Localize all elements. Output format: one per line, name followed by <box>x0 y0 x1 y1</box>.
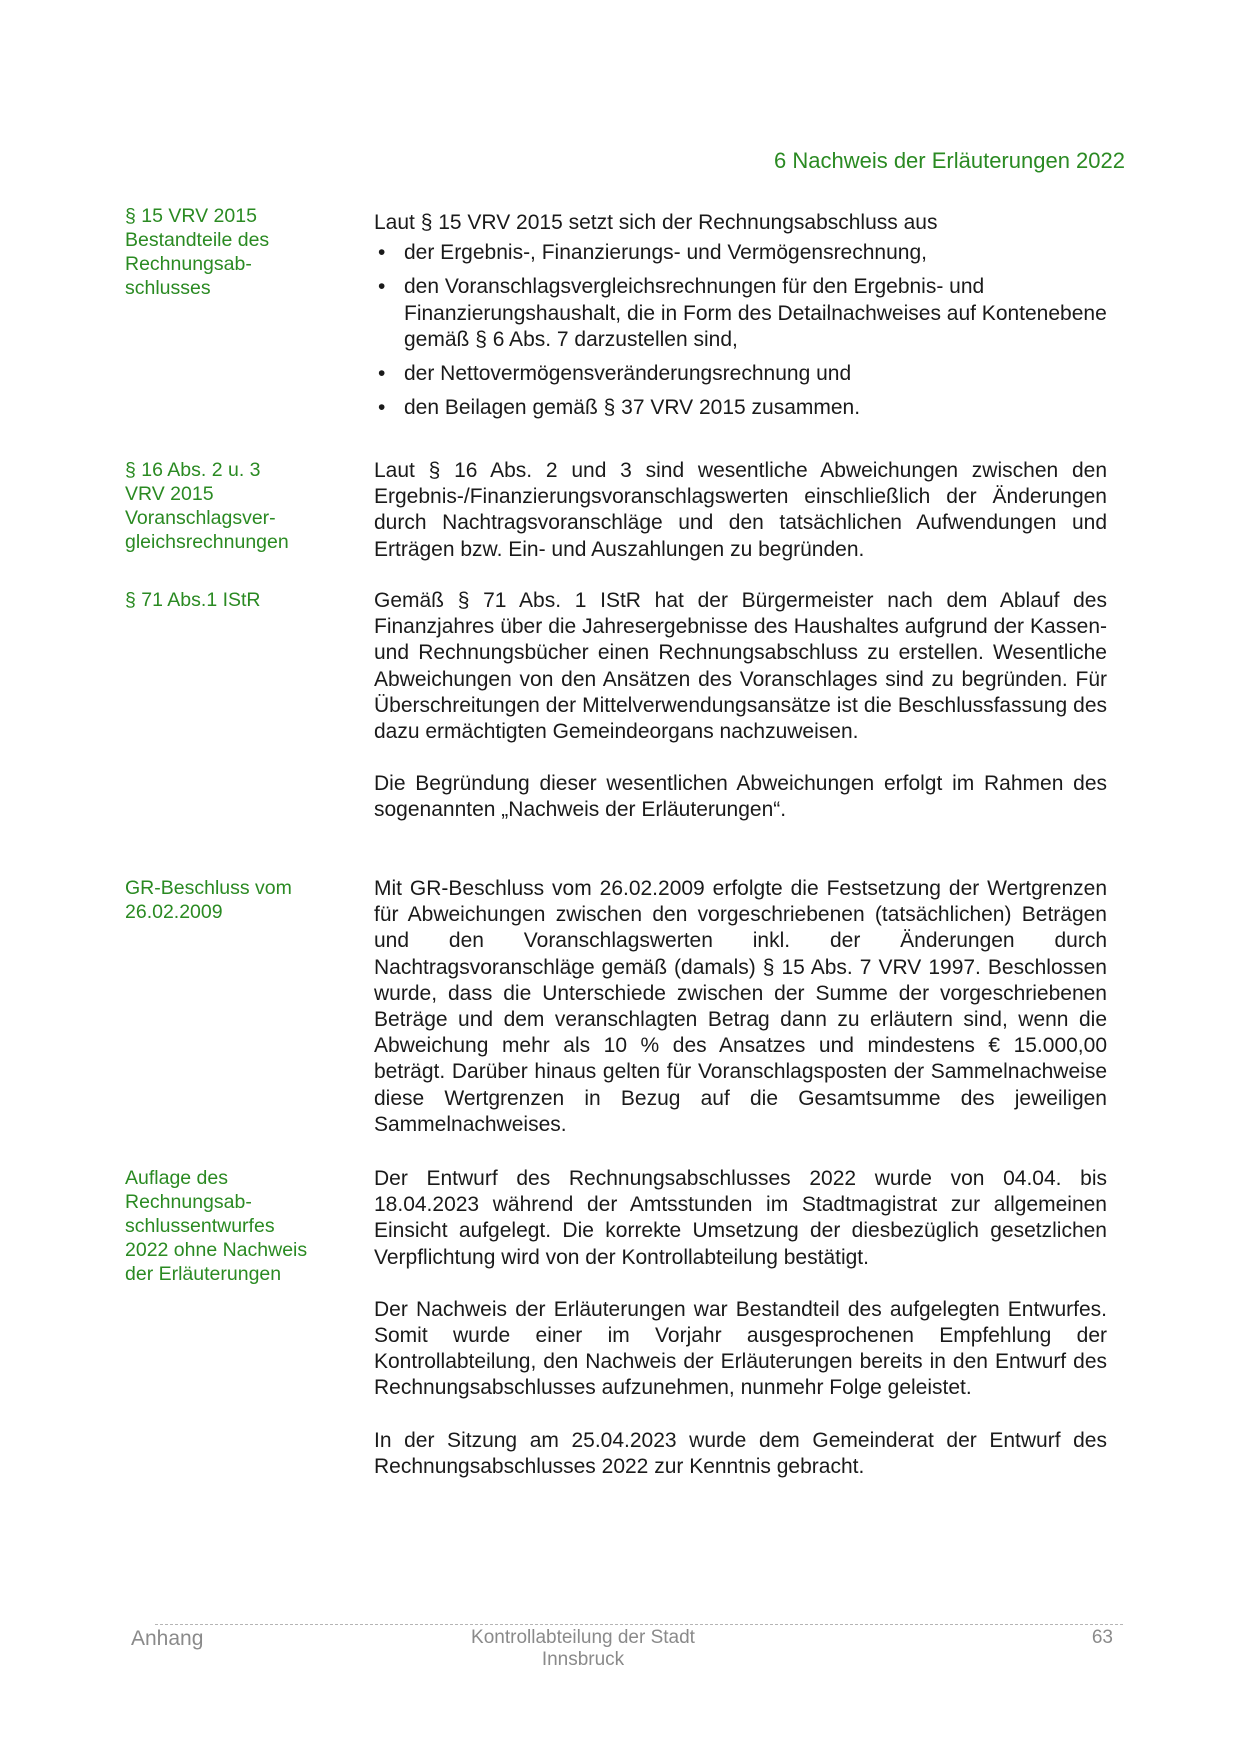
section-bestandteile <box>374 210 1107 429</box>
body-paragraph: Gemäß § 71 Abs. 1 IStR hat der Bürgermeister nach dem Ablauf des Finanzjahres über die Jahresergebnisse des Haushaltes aufgrund der Kassen- und Rechnungsbücher einen Rechnungsabschluss zu erstellen. Wesentliche Abweichungen von den Ansätzen des Voranschlages sind zu begründen. Für Überschreitungen der Mittelverwendungsansätze ist die Beschlussfassung des dazu ermächtigten Gemeindeorgans nachzuweisen. <box>374 589 1107 744</box>
margin-note-auflage <box>125 1166 335 1286</box>
margin-note-istr-71 <box>125 588 335 612</box>
bullet-item: • der Nettovermögensveränderungsrechnung und <box>374 361 1107 387</box>
margin-note-line: schlusses <box>125 277 211 299</box>
section-voranschlagsvergleich <box>374 458 1107 563</box>
body-paragraph: Die Begründung dieser wesentlichen Abweichungen erfolgt im Rahmen des sogenannten „Nachweis der Erläuterungen“. <box>374 772 1107 822</box>
bullet-list <box>374 240 1107 421</box>
body-paragraph: In der Sitzung am 25.04.2023 wurde dem Gemeinderat der Entwurf des Rechnungsabschlusses 2022 zur Kenntnis gebracht. <box>374 1428 1107 1478</box>
footer-organization: Kontrollabteilung der Stadt Innsbruck <box>471 1627 695 1670</box>
footer-divider <box>155 1624 1123 1625</box>
margin-note-line: 2022 ohne Nachweis <box>125 1239 308 1261</box>
margin-note-vrv-16 <box>125 458 335 554</box>
section-istr <box>374 588 1107 824</box>
footer-section: Anhang <box>131 1627 204 1650</box>
margin-note-line: 26.02.2009 <box>125 901 223 923</box>
margin-note-line: der Erläuterungen <box>125 1263 282 1285</box>
margin-note-line: gleichsrechnungen <box>125 531 289 553</box>
margin-note-vrv-15 <box>125 204 335 300</box>
page-number: 63 <box>1091 1627 1113 1648</box>
bullet-item: • der Ergebnis-, Finanzierungs- und Vermögensrechnung, <box>374 240 1107 266</box>
margin-note-line: Rechnungsab- <box>125 1191 252 1213</box>
body-paragraph: Der Entwurf des Rechnungsabschlusses 2022 wurde von 04.04. bis 18.04.2023 während der Amtsstunden im Stadtmagistrat zur allgemeinen Einsicht aufgelegt. Die korrekte Umsetzung der diesbezüglich gesetzlichen Verpflichtung wird von der Kontrollabteilung bestätigt. <box>374 1167 1107 1269</box>
section-auflage <box>374 1166 1107 1480</box>
body-paragraph: Laut § 16 Abs. 2 und 3 sind wesentliche Abweichungen zwischen den Ergebnis-/Finanzierungsvoranschlagswerten einschließlich der Änderungen durch Nachtragsvoranschläge und den tatsächlichen Aufwendungen und Erträgen bzw. Ein- und Auszahlungen zu begründen. <box>374 459 1107 561</box>
bullet-item: • den Beilagen gemäß § 37 VRV 2015 zusammen. <box>374 395 1107 421</box>
bullet-item: • den Voranschlagsvergleichsrechnungen für den Ergebnis- und Finanzierungshaushalt, die in Form des Detailnachweises auf Kontenebene gemäß § 6 Abs. 7 darzustellen sind, <box>374 274 1107 353</box>
margin-note-line: VRV 2015 <box>125 483 214 505</box>
margin-note-line: § 71 Abs.1 IStR <box>125 589 261 611</box>
margin-note-gr-beschluss <box>125 876 335 924</box>
margin-note-line: § 15 VRV 2015 <box>125 205 257 227</box>
margin-note-line: GR-Beschluss vom <box>125 877 292 899</box>
margin-note-line: Voranschlagsver- <box>125 507 276 529</box>
margin-note-line: § 16 Abs. 2 u. 3 <box>125 459 261 481</box>
body-paragraph: Mit GR-Beschluss vom 26.02.2009 erfolgte die Festsetzung der Wertgrenzen für Abweichungen zwischen den vorgeschriebenen (tatsächlichen) Beträgen und den Voranschlagswerten inkl. der Änderungen durch Nachtragsvoranschläge gemäß (damals) § 15 Abs. 7 VRV 1997. Beschlossen wurde, dass die Unterschiede zwischen der Summe der vorgeschriebenen Beträge und dem veranschlagten Betrag dann zu erläutern sind, wenn die Abweichung mehr als 10 % des Ansatzes und mindestens € 15.000,00 beträgt. Darüber hinaus gelten für Voranschlagsposten der Sammelnachweise diese Wertgrenzen in Bezug auf die Gesamtsumme des jeweiligen Sammelnachweises. <box>374 877 1107 1136</box>
margin-note-line: Rechnungsab- <box>125 253 252 275</box>
chapter-header: 6 Nachweis der Erläuterungen 2022 <box>773 148 1125 173</box>
section-gr-beschluss <box>374 876 1107 1138</box>
body-paragraph: Der Nachweis der Erläuterungen war Bestandteil des aufgelegten Entwurfes. Somit wurde einer im Vorjahr ausgesprochenen Empfehlung der Kontrollabteilung, den Nachweis der Erläuterungen bereits in den Entwurf des Rechnungsabschlusses aufzunehmen, nunmehr Folge geleistet. <box>374 1297 1107 1400</box>
intro-paragraph: Laut § 15 VRV 2015 setzt sich der Rechnungsabschluss aus <box>374 211 938 234</box>
margin-note-line: schlussentwurfes <box>125 1215 275 1237</box>
margin-note-line: Auflage des <box>125 1167 228 1189</box>
margin-note-line: Bestandteile des <box>125 229 270 251</box>
